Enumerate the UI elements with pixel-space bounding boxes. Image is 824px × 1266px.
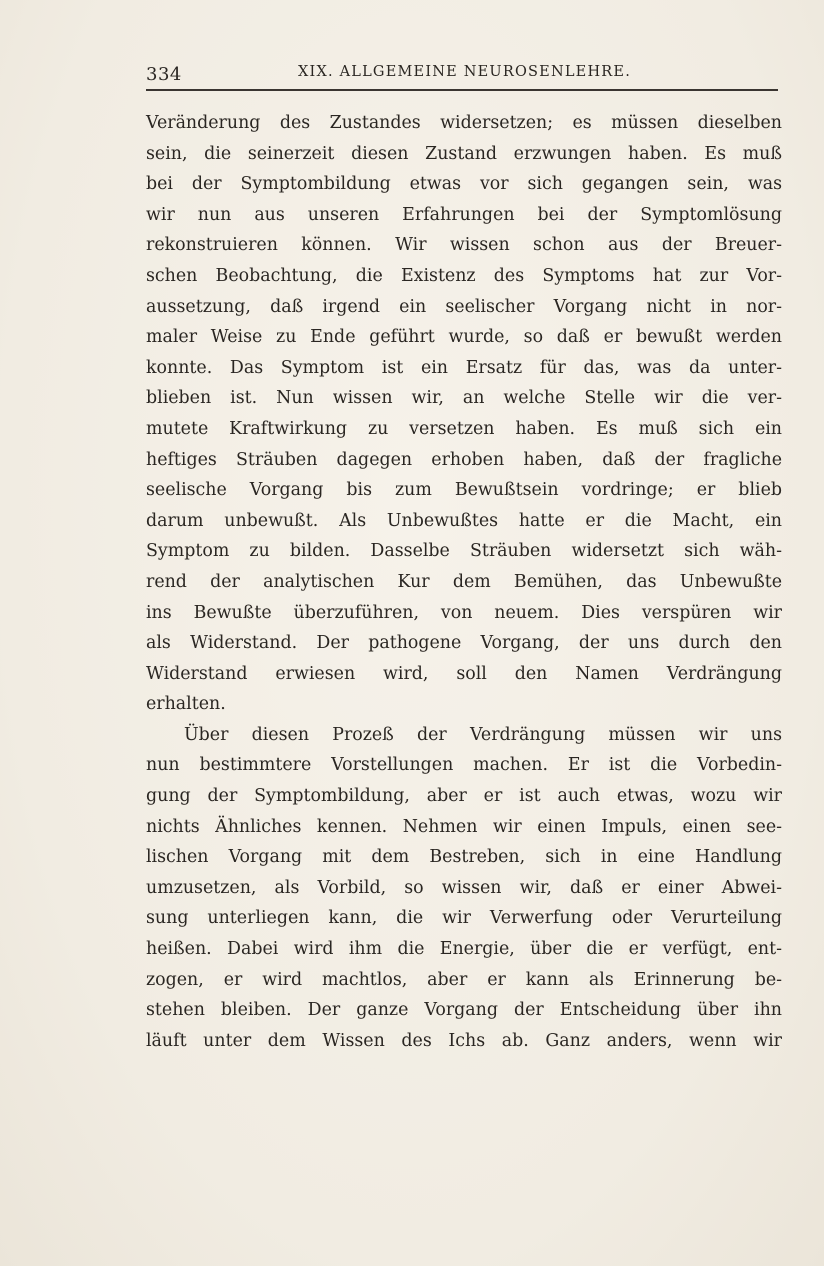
paragraph-first-line: Über diesen Prozeß der Verdrängung müssen wir uns xyxy=(184,724,782,745)
text-line: aussetzung, daß irgend ein seelischer Vorgang nicht in nor- xyxy=(146,296,782,317)
text-line: seelische Vorgang bis zum Bewußtsein vordringe; er blieb xyxy=(146,480,782,501)
page-header xyxy=(146,58,778,88)
text-line: nichts Ähnliches kennen. Nehmen wir einen Impuls, einen see- xyxy=(146,816,782,837)
text-line: läuft unter dem Wissen des Ichs ab. Ganz anders, wenn wir xyxy=(146,1030,782,1051)
text-line: heißen. Dabei wird ihm die Energie, über die er verfügt, ent- xyxy=(146,939,782,960)
text-line: heftiges Sträuben dagegen erhoben haben, daß der fragliche xyxy=(146,449,782,470)
text-line: Widerstand erwiesen wird, soll den Namen Verdrängung xyxy=(146,663,782,684)
text-line: ins Bewußte überzuführen, von neuem. Dies verspüren wir xyxy=(146,602,782,623)
text-line: nun bestimmtere Vorstellungen machen. Er ist die Vorbedin- xyxy=(146,755,782,776)
text-line: darum unbewußt. Als Unbewußtes hatte er die Macht, ein xyxy=(146,510,782,531)
text-line: blieben ist. Nun wissen wir, an welche Stelle wir die ver- xyxy=(146,388,782,409)
text-line: als Widerstand. Der pathogene Vorgang, der uns durch den xyxy=(146,633,782,654)
text-line: maler Weise zu Ende geführt wurde, so daß er bewußt werden xyxy=(146,327,782,348)
text-line: sein, die seinerzeit diesen Zustand erzwungen haben. Es muß xyxy=(146,143,782,164)
text-line: schen Beobachtung, die Existenz des Symptoms hat zur Vor- xyxy=(146,265,782,286)
text-line: stehen bleiben. Der ganze Vorgang der Entscheidung über ihn xyxy=(146,1000,782,1021)
text-line: bei der Symptombildung etwas vor sich gegangen sein, was xyxy=(146,174,782,195)
running-head: XIX. ALLGEMEINE NEUROSENLEHRE. xyxy=(298,64,632,80)
text-line: Veränderung des Zustandes widersetzen; es müssen dieselben xyxy=(146,113,782,133)
text-line: konnte. Das Symptom ist ein Ersatz für das, was da unter- xyxy=(146,357,782,378)
text-line: rend der analytischen Kur dem Bemühen, das Unbewußte xyxy=(146,571,782,592)
text-line: gung der Symptombildung, aber er ist auch etwas, wozu wir xyxy=(146,786,782,807)
page-number: 334 xyxy=(146,64,182,85)
header-rule xyxy=(146,89,778,91)
text-line: umzusetzen, als Vorbild, so wissen wir, daß er einer Abwei- xyxy=(146,877,782,898)
text-line: mutete Kraftwirkung zu versetzen haben. Es muß sich ein xyxy=(146,418,782,439)
text-line: wir nun aus unseren Erfahrungen bei der Symptomlösung xyxy=(146,204,782,225)
text-line: rekonstruieren können. Wir wissen schon aus der Breuer- xyxy=(146,235,782,256)
body-text xyxy=(146,108,782,1056)
text-line: zogen, er wird machtlos, aber er kann als Erinnerung be- xyxy=(146,969,782,990)
text-line: Symptom zu bilden. Dasselbe Sträuben widersetzt sich wäh- xyxy=(146,541,782,562)
paragraph-last-line: erhalten. xyxy=(146,694,226,715)
text-line: lischen Vorgang mit dem Bestreben, sich in eine Handlung xyxy=(146,847,782,868)
text-line: sung unterliegen kann, die wir Verwerfung oder Verurteilung xyxy=(146,908,782,929)
